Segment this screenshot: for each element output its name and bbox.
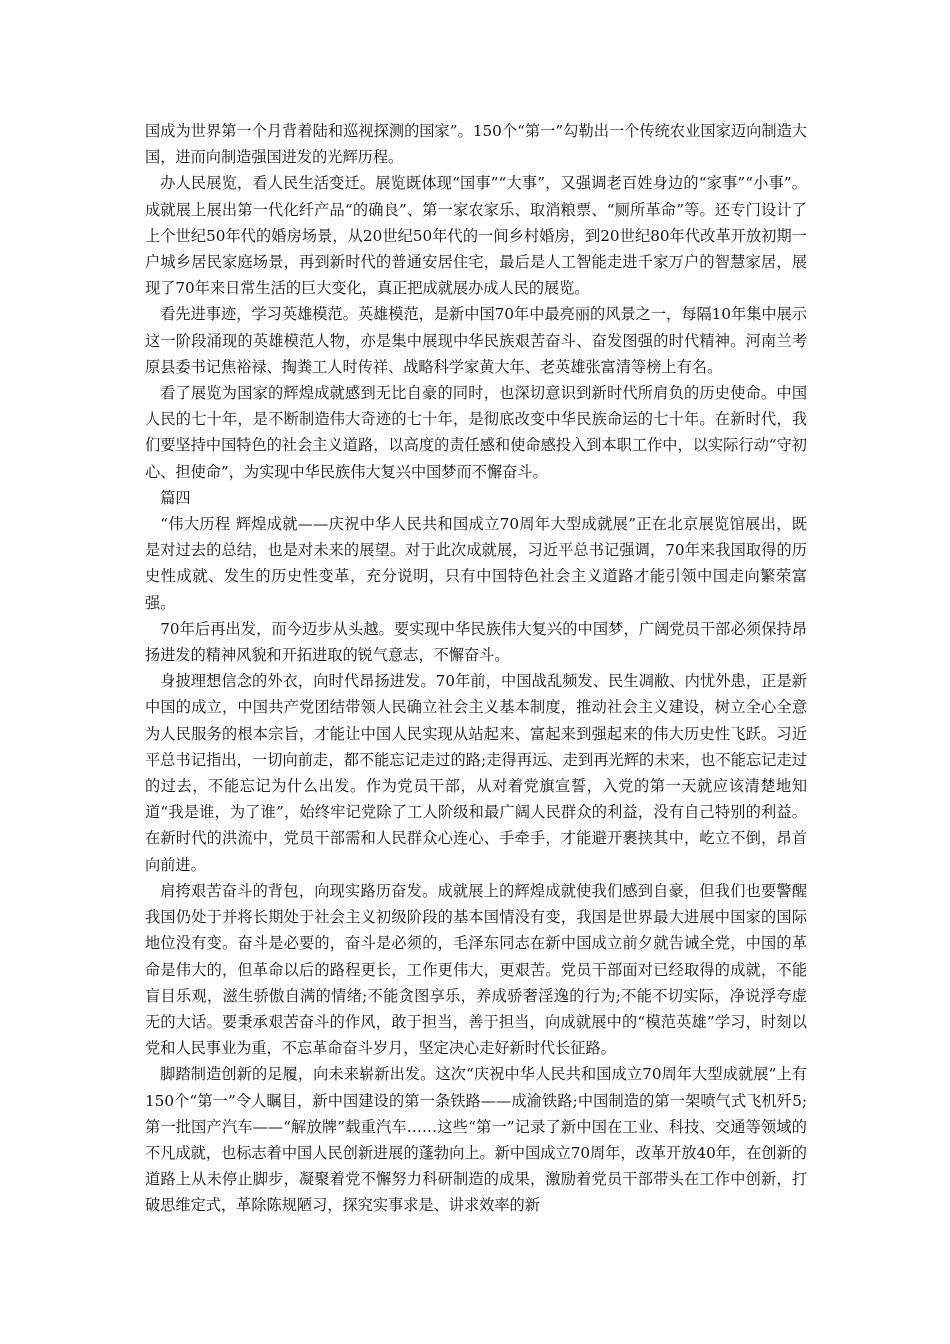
paragraph: 身披理想信念的外衣，向时代昂扬进发。70年前，中国战乱频发、民生凋敝、内忧外患，正是新中国的成立，中国共产党团结带领人民确立社会主义基本制度，推动社会主义建设，树立全心全意为人民服务的根本宗旨，才能让中国人民实现从站起来、富起来到强起来的伟大历史性飞跃。习近平总书记指出，一切向前走，都不能忘记走过的路;走得再远、走到再光辉的未来，也不能忘记走过的过去，不能忘记为什么出发。作为党员干部，从对着党旗宣誓，入党的第一天就应该清楚地知道“我是谁，为了谁”，始终牢记党除了工人阶级和最广阔人民群众的利益，没有自己特别的利益。在新时代的洪流中，党员干部需和人民群众心连心、手牵手，才能避开裹挟其中，屹立不倒，昂首向前进。: [145, 672, 807, 874]
paragraph: 办人民展览，看人民生活变迁。展览既体现“国事”“大事”，又强调老百姓身边的“家事”“小事”。成就展上展出第一代化纤产品“的确良”、第一家农家乐、取消粮票、“厕所革命”等。还专门设计了上个世纪50年代的婚房场景，从20世纪50年代的一间乡村婚房，到20世纪80年代改革开放初期一户城乡居民家庭场景，再到新时代的普通安居住宅，最后是人工智能走进千家万户的智慧家居，展现了70年来日常生活的巨大变化，真正把成就展办成人民的展览。: [145, 174, 807, 298]
paragraph: 看了展览为国家的辉煌成就感到无比自豪的同时，也深切意识到新时代所肩负的历史使命。中国人民的七十年，是不断制造伟大奇迹的七十年，是彻底改变中华民族命运的七十年。在新时代，我们要坚持中国特色的社会主义道路，以高度的责任感和使命感投入到本职工作中，以实际行动“守初心、担使命”，为实现中华民族伟大复兴中国梦而不懈奋斗。: [145, 384, 807, 481]
paragraph: 肩挎艰苦奋斗的背包，向现实路历奋发。成就展上的辉煌成就使我们感到自豪，但我们也要警醒我国仍处于并将长期处于社会主义初级阶段的基本国情没有变，我国是世界最大进展中国家的国际地位没有变。奋斗是必要的，奋斗是必须的，毛泽东同志在新中国成立前夕就告诫全党，中国的革命是伟大的，但革命以后的路程更长，工作更伟大，更艰苦。党员干部面对已经取得的成就，不能盲目乐观，滋生骄傲自满的情绪;不能贪图享乐，养成骄奢淫逸的行为;不能不切实际，净说浮夸虚无的大话。要秉承艰苦奋斗的作风，敢于担当，善于担当，向成就展中的“模范英雄”学习，时刻以党和人民事业为重，不忘革命奋斗岁月，坚定决心走好新时代长征路。: [145, 881, 807, 1058]
paragraph: “伟大历程 辉煌成就——庆祝中华人民共和国成立70周年大型成就展”正在北京展览馆展出，既是对过去的总结，也是对未来的展望。对于此次成就展，习近平总书记强调，70年来我国取得的历史性成就、发生的历史性变革，充分说明，只有中国特色社会主义道路才能引领中国走向繁荣富强。: [145, 515, 807, 612]
document-body: [145, 118, 807, 1219]
paragraph: 70年后再出发，而今迈步从头越。要实现中华民族伟大复兴的中国梦，广阔党员干部必须保持昂扬进发的精神风貌和开拓进取的锐气意志，不懈奋斗。: [145, 619, 807, 665]
paragraph: 脚踏制造创新的足履，向未来崭新出发。这次“庆祝中华人民共和国成立70周年大型成就展”上有150个“第一”令人瞩目，新中国建设的第一条铁路——成渝铁路;中国制造的第一架喷气式飞机歼5;第一批国产汽车——“解放牌”载重汽车……这些“第一”记录了新中国在工业、科技、交通等领域的不凡成就，也标志着中国人民创新进展的蓬勃向上。新中国成立70周年，改革开放40年，在创新的道路上从未停止脚步，凝聚着党不懈努力科研制造的成果，激励着党员干部带头在工作中创新，打破思维定式，革除陈规陋习，探究实事求是、讲求效率的新: [145, 1065, 807, 1215]
section-heading: 篇四: [160, 488, 191, 507]
paragraph: 看先进事迹，学习英雄模范。英雄模范，是新中国70年中最亮丽的风景之一，每隔10年集中展示这一阶段涌现的英雄模范人物，亦是集中展现中华民族艰苦奋斗、奋发图强的时代精神。河南兰考原县委书记焦裕禄、掏粪工人时传祥、战略科学家黄大年、老英雄张富清等榜上有名。: [145, 305, 807, 376]
paragraph-continuation: 国成为世界第一个月背着陆和巡视探测的国家”。150个“第一”勾勒出一个传统农业国家迈向制造大国，进而向制造强国进发的光辉历程。: [145, 122, 807, 167]
